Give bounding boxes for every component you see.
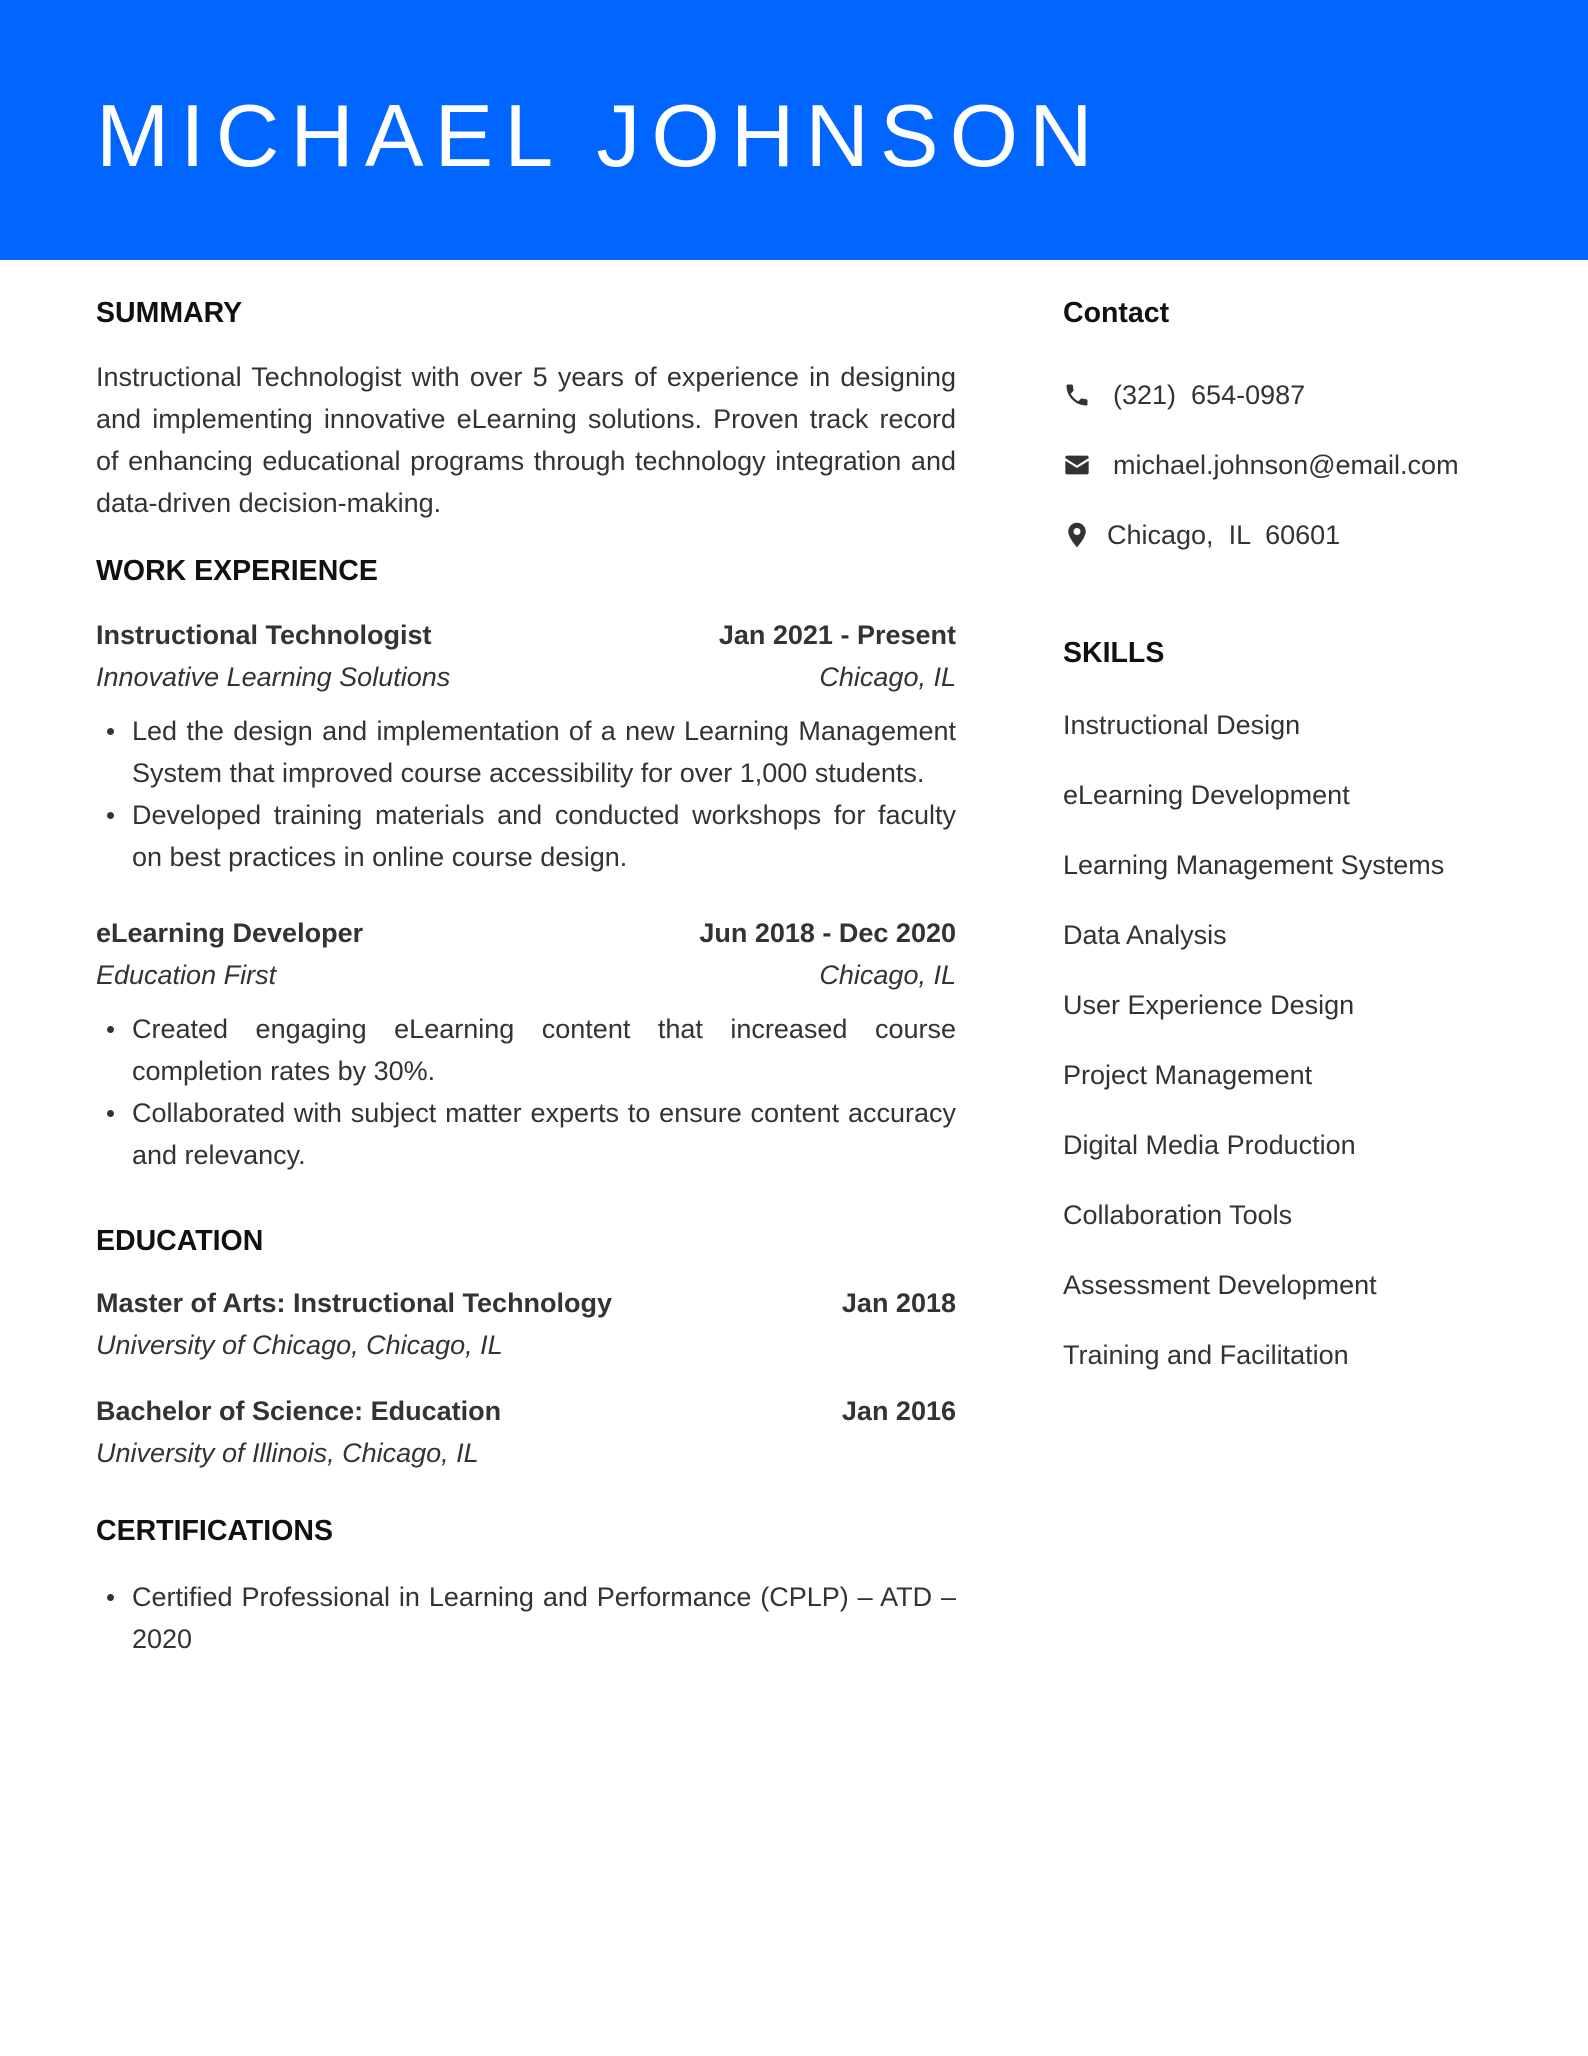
skills-heading: SKILLS <box>1063 637 1165 669</box>
education-date: Jan 2016 <box>841 1396 956 1426</box>
job-location: Chicago, IL <box>819 662 956 692</box>
skill-item: eLearning Development <box>1063 780 1350 810</box>
job-company: Education First <box>96 960 277 990</box>
contact-phone <box>1063 360 1523 430</box>
job-title: eLearning Developer <box>96 918 364 948</box>
job-bullets <box>96 1008 956 1176</box>
contact-email <box>1063 430 1523 500</box>
contact-location-text: Chicago, IL 60601 <box>1107 519 1341 550</box>
contact-heading: Contact <box>1063 297 1170 329</box>
main-column <box>96 288 956 1660</box>
job-bullet: Collaborated with subject matter experts to ensure content accuracy and relevancy. <box>132 1092 956 1176</box>
contact-location <box>1063 500 1523 570</box>
envelope-icon <box>1063 451 1091 479</box>
certification-list <box>96 1576 956 1660</box>
education-degree: Master of Arts: Instructional Technology <box>96 1288 613 1318</box>
skill-item: Project Management <box>1063 1060 1313 1090</box>
education-entry <box>96 1390 956 1474</box>
education-heading: EDUCATION <box>96 1225 264 1257</box>
contact-list <box>1063 360 1523 570</box>
education-school: University of Chicago, Chicago, IL <box>96 1330 503 1360</box>
skill-item: Instructional Design <box>1063 710 1301 740</box>
summary-heading: SUMMARY <box>96 297 243 329</box>
job-entry <box>96 614 956 878</box>
job-entry <box>96 912 956 1176</box>
contact-phone-text[interactable]: (321) 654-0987 <box>1113 379 1306 410</box>
map-pin-icon <box>1063 521 1091 549</box>
education-entry <box>96 1282 956 1366</box>
job-bullet: Developed training materials and conducted workshops for faculty on best practices in online course design. <box>132 794 956 878</box>
skill-item: Assessment Development <box>1063 1270 1377 1300</box>
skill-item: Learning Management Systems <box>1063 850 1445 880</box>
candidate-name: MICHAEL JOHNSON <box>96 86 1104 185</box>
work-experience-heading: WORK EXPERIENCE <box>96 555 378 587</box>
job-bullet: Led the design and implementation of a new Learning Management System that improved course accessibility for over 1,000 students. <box>132 710 956 794</box>
skill-item: Digital Media Production <box>1063 1130 1356 1160</box>
job-title: Instructional Technologist <box>96 620 432 650</box>
education-school: University of Illinois, Chicago, IL <box>96 1438 479 1468</box>
skill-item: Collaboration Tools <box>1063 1200 1293 1230</box>
job-dates: Jun 2018 - Dec 2020 <box>699 918 956 948</box>
certifications-heading: CERTIFICATIONS <box>96 1515 333 1547</box>
skill-item: Data Analysis <box>1063 920 1227 950</box>
skill-item: Training and Facilitation <box>1063 1340 1349 1370</box>
contact-email-text[interactable]: michael.johnson@email.com <box>1113 449 1459 480</box>
job-location: Chicago, IL <box>819 960 956 990</box>
phone-icon <box>1063 381 1091 409</box>
job-company: Innovative Learning Solutions <box>96 662 451 692</box>
certification-item: Certified Professional in Learning and Performance (CPLP) – ATD – 2020 <box>132 1576 956 1660</box>
summary-text: Instructional Technologist with over 5 years of experience in designing and implementing innovative eLearning solutions. Proven track record of enhancing educational programs through technology integration and data-driven decision-making. <box>96 362 956 518</box>
sidebar-column <box>1063 288 1523 1390</box>
job-bullets <box>96 710 956 878</box>
education-degree: Bachelor of Science: Education <box>96 1396 502 1426</box>
education-date: Jan 2018 <box>841 1288 956 1318</box>
job-dates: Jan 2021 - Present <box>718 620 956 650</box>
job-bullet: Created engaging eLearning content that increased course completion rates by 30%. <box>132 1008 956 1092</box>
header-banner <box>0 0 1588 260</box>
skill-item: User Experience Design <box>1063 990 1355 1020</box>
skill-list <box>1063 690 1523 1390</box>
